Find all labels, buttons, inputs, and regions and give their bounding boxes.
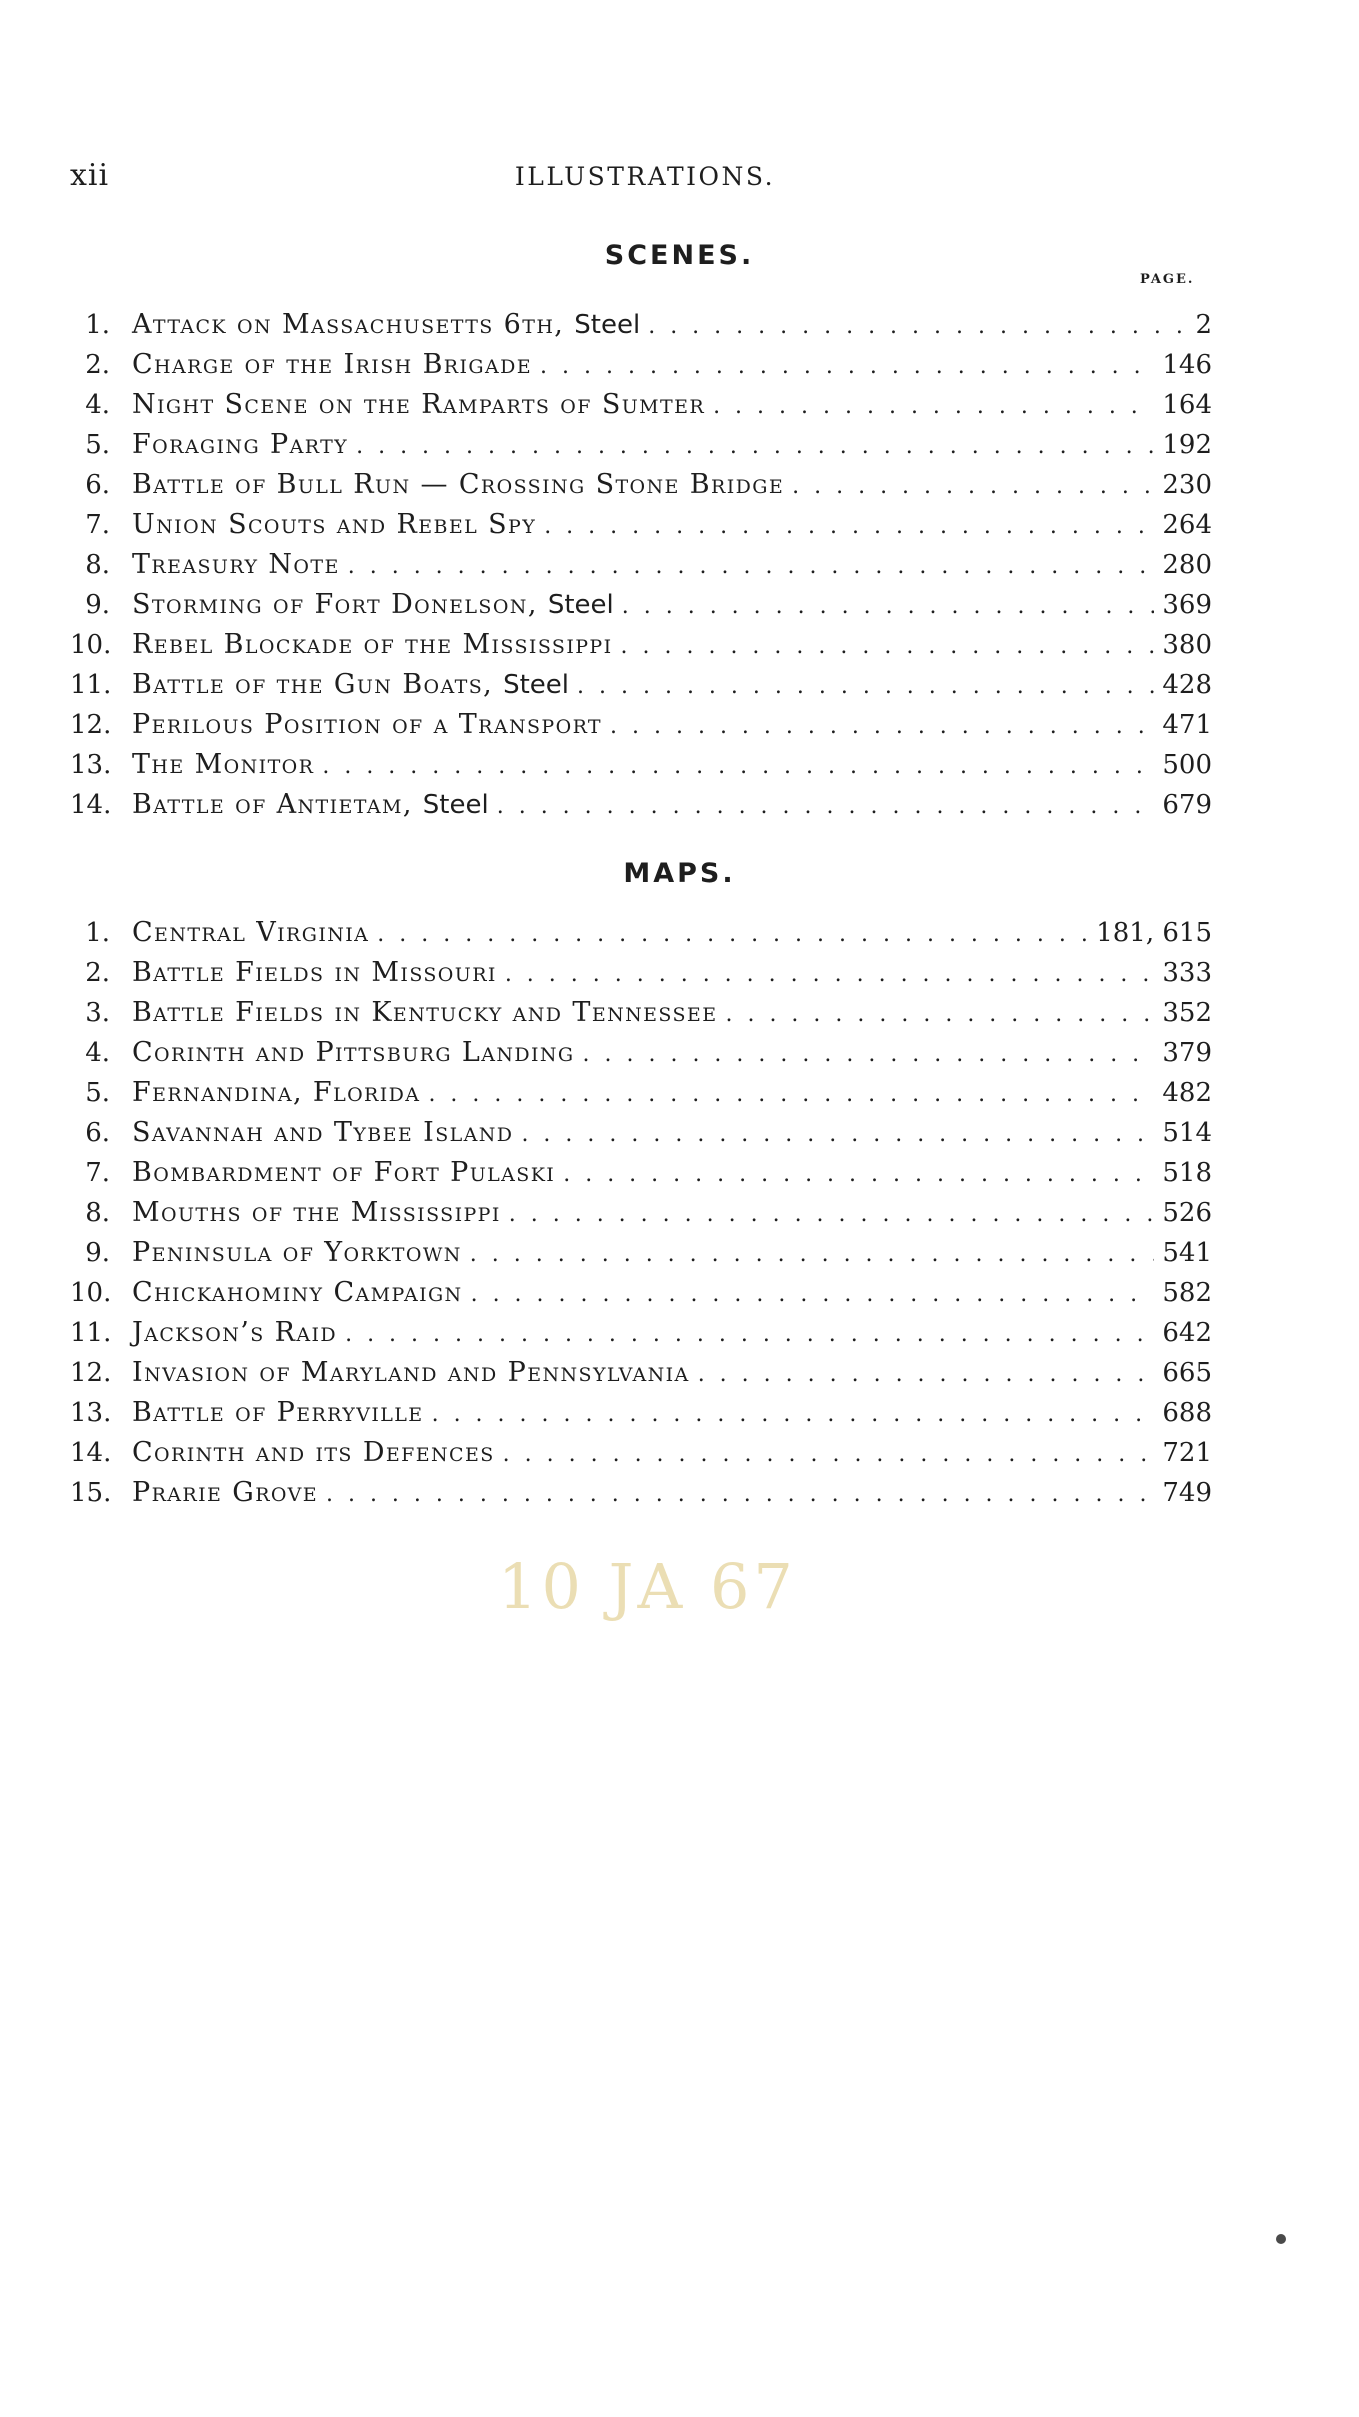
scene-entry	[70, 745, 1212, 785]
entry-page: 471	[1162, 710, 1212, 740]
entry-note: Steel	[547, 590, 614, 620]
entry-page: 514	[1162, 1118, 1212, 1148]
entry-title: Central Virginia	[132, 917, 370, 948]
map-entry	[70, 1393, 1212, 1433]
entry-page: 164	[1162, 390, 1212, 420]
entry-number: 6.	[85, 470, 110, 500]
entry-title: Battle of the Gun Boats,	[132, 669, 494, 700]
leader-dots	[432, 1395, 1155, 1435]
entry-number: 9.	[85, 1238, 110, 1268]
entry-title: Battle Fields in Kentucky and Tennessee	[132, 997, 718, 1028]
entry-title: The Monitor	[132, 749, 315, 780]
entry-title: Corinth and Pittsburg Landing	[132, 1037, 575, 1068]
scene-entry	[70, 585, 1212, 625]
map-entry	[70, 1073, 1212, 1113]
entry-page: 264	[1162, 510, 1212, 540]
entry-page: 500	[1162, 750, 1212, 780]
entry-note: Steel	[503, 670, 570, 700]
leader-dots	[648, 307, 1187, 347]
entry-page: 369	[1162, 590, 1212, 620]
scenes-heading: SCENES.	[604, 240, 755, 271]
entry-title: Invasion of Maryland and Pennsylvania	[132, 1357, 690, 1388]
entry-page: 146	[1162, 350, 1212, 380]
entry-title: Charge of the Irish Brigade	[132, 349, 533, 380]
entry-title: Battle Fields in Missouri	[132, 957, 497, 988]
entry-page: 192	[1162, 430, 1212, 460]
leader-dots	[470, 1235, 1155, 1275]
entry-number: 14.	[70, 790, 112, 820]
leader-dots	[326, 1475, 1154, 1515]
entry-title: Foraging Party	[132, 429, 349, 460]
leader-dots	[792, 467, 1154, 507]
entry-number: 10.	[70, 1278, 112, 1308]
scene-entry	[70, 385, 1212, 425]
entry-title: Union Scouts and Rebel Spy	[132, 509, 537, 540]
entry-page: 642	[1162, 1318, 1212, 1348]
leader-dots	[698, 1355, 1155, 1395]
scene-entry	[70, 665, 1212, 705]
entry-title: Bombardment of Fort Pulaski	[132, 1157, 556, 1188]
entry-number: 11.	[70, 670, 112, 700]
entry-number: 4.	[85, 390, 110, 420]
entry-page: 582	[1162, 1278, 1212, 1308]
entry-number: 13.	[70, 1398, 112, 1428]
entry-number: 13.	[70, 750, 112, 780]
map-entry	[70, 1353, 1212, 1393]
entry-title: Jackson’s Raid	[132, 1317, 338, 1348]
entry-title: Peninsula of Yorktown	[132, 1237, 462, 1268]
entry-number: 5.	[85, 430, 110, 460]
entry-page: 352	[1162, 998, 1212, 1028]
entry-page: 379	[1162, 1038, 1212, 1068]
map-entry	[70, 1113, 1212, 1153]
entry-page: 428	[1162, 670, 1212, 700]
entry-page: 526	[1162, 1198, 1212, 1228]
map-entry	[70, 1433, 1212, 1473]
entry-title: Prarie Grove	[132, 1477, 318, 1508]
entry-page: 482	[1162, 1078, 1212, 1108]
map-entry	[70, 1273, 1212, 1313]
scene-entry	[70, 305, 1212, 345]
leader-dots	[563, 1155, 1154, 1195]
entry-number: 7.	[85, 1158, 110, 1188]
entry-number: 11.	[70, 1318, 112, 1348]
scene-entry	[70, 505, 1212, 545]
leader-dots	[322, 747, 1154, 787]
map-entry	[70, 953, 1212, 993]
leader-dots	[521, 1115, 1154, 1155]
entry-page: 333	[1162, 958, 1212, 988]
entry-number: 10.	[70, 630, 112, 660]
entry-title: Perilous Position of a Transport	[132, 709, 603, 740]
map-entry	[70, 1033, 1212, 1073]
entry-page: 380	[1162, 630, 1212, 660]
leader-dots	[583, 1035, 1155, 1075]
entry-note: Steel	[574, 310, 641, 340]
leader-dots	[621, 627, 1155, 667]
leader-dots	[509, 1195, 1155, 1235]
leader-dots	[428, 1075, 1154, 1115]
entry-page: 2	[1195, 310, 1212, 340]
entry-title: Battle of Antietam,	[132, 789, 413, 820]
map-entry	[70, 1193, 1212, 1233]
entry-title: Corinth and its Defences	[132, 1437, 495, 1468]
entry-page: 679	[1162, 790, 1212, 820]
entry-page: 749	[1162, 1478, 1212, 1508]
entry-number: 9.	[85, 590, 110, 620]
entry-page: 688	[1162, 1398, 1212, 1428]
map-entry	[70, 1473, 1212, 1513]
entry-number: 8.	[85, 1198, 110, 1228]
maps-heading: MAPS.	[623, 858, 736, 889]
entry-number: 12.	[70, 1358, 112, 1388]
entry-note: Steel	[422, 790, 489, 820]
entry-page: 541	[1162, 1238, 1212, 1268]
leader-dots	[471, 1275, 1155, 1315]
entry-title: Storming of Fort Donelson,	[132, 589, 538, 620]
scene-entry	[70, 545, 1212, 585]
map-entry	[70, 1313, 1212, 1353]
entry-number: 8.	[85, 550, 110, 580]
map-entry	[70, 1153, 1212, 1193]
running-head: ILLUSTRATIONS.	[514, 162, 776, 191]
scene-entry	[70, 705, 1212, 745]
entry-title: Battle of Bull Run — Crossing Stone Bridge	[132, 469, 785, 500]
page-column-label: PAGE.	[1140, 272, 1195, 287]
leader-dots	[377, 915, 1088, 955]
leader-dots	[544, 507, 1154, 547]
scene-entry	[70, 345, 1212, 385]
leader-dots	[577, 667, 1154, 707]
date-stamp: 10 JA 67	[498, 1550, 797, 1623]
entry-title: Savannah and Tybee Island	[132, 1117, 514, 1148]
entry-page: 230	[1162, 470, 1212, 500]
scene-entry	[70, 625, 1212, 665]
entry-title: Rebel Blockade of the Mississippi	[132, 629, 613, 660]
entry-title: Chickahominy Campaign	[132, 1277, 463, 1308]
entry-number: 12.	[70, 710, 112, 740]
leader-dots	[622, 587, 1155, 627]
map-entry	[70, 993, 1212, 1033]
map-entry	[70, 1233, 1212, 1273]
maps-list	[70, 913, 1212, 1513]
leader-dots	[505, 955, 1155, 995]
entry-page: 280	[1162, 550, 1212, 580]
scene-entry	[70, 785, 1212, 825]
entry-title: Night Scene on the Ramparts of Sumter	[132, 389, 706, 420]
page-header	[70, 158, 1220, 198]
entry-title: Fernandina, Florida	[132, 1077, 421, 1108]
entry-number: 1.	[85, 310, 110, 340]
leader-dots	[713, 387, 1154, 427]
entry-page: 518	[1162, 1158, 1212, 1188]
scenes-list	[70, 305, 1212, 825]
page-number: xii	[70, 158, 110, 193]
leader-dots	[725, 995, 1154, 1035]
leader-dots	[348, 547, 1155, 587]
map-entry	[70, 913, 1212, 953]
entry-number: 1.	[85, 918, 110, 948]
entry-number: 2.	[85, 350, 110, 380]
entry-number: 2.	[85, 958, 110, 988]
entry-title: Mouths of the Mississippi	[132, 1197, 501, 1228]
entry-number: 6.	[85, 1118, 110, 1148]
entry-number: 14.	[70, 1438, 112, 1468]
scene-entry	[70, 465, 1212, 505]
entry-page: 181, 615	[1096, 918, 1212, 948]
leader-dots	[497, 787, 1155, 827]
entry-page: 721	[1162, 1438, 1212, 1468]
leader-dots	[610, 707, 1154, 747]
entry-page: 665	[1162, 1358, 1212, 1388]
entry-number: 15.	[70, 1478, 112, 1508]
ink-speck	[1276, 2234, 1286, 2244]
entry-number: 4.	[85, 1038, 110, 1068]
scene-entry	[70, 425, 1212, 465]
entry-title: Attack on Massachusetts 6th,	[132, 309, 565, 340]
entry-number: 7.	[85, 510, 110, 540]
entry-title: Battle of Perryville	[132, 1397, 424, 1428]
leader-dots	[503, 1435, 1155, 1475]
leader-dots	[356, 427, 1154, 467]
leader-dots	[540, 347, 1154, 387]
entry-number: 3.	[85, 998, 110, 1028]
entry-number: 5.	[85, 1078, 110, 1108]
leader-dots	[345, 1315, 1154, 1355]
entry-title: Treasury Note	[132, 549, 340, 580]
